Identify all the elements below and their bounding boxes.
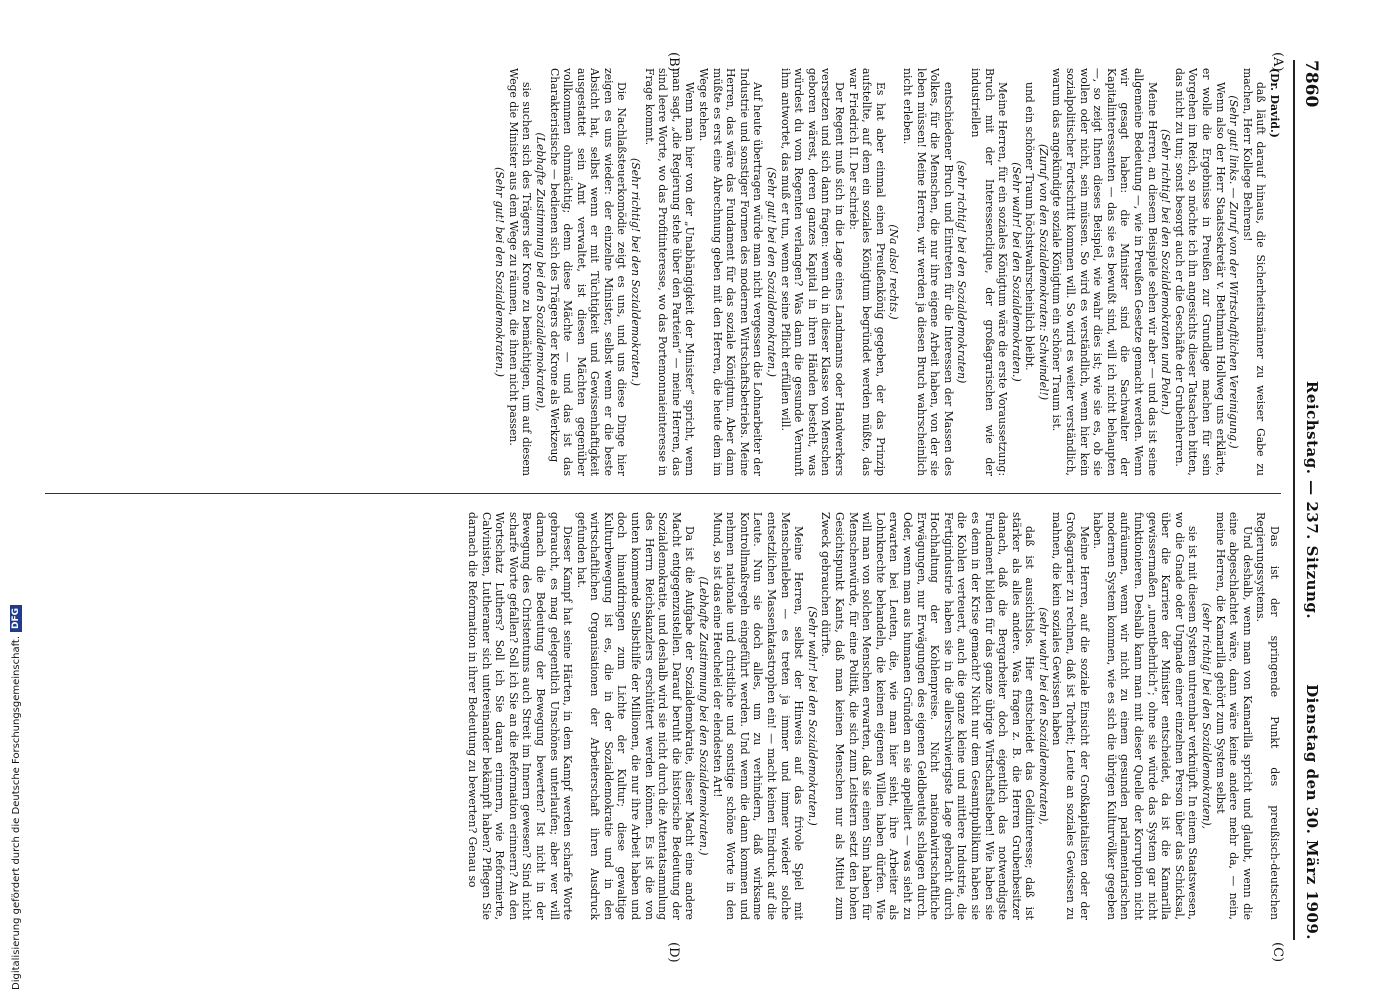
paragraph: Wenn man hier von der „Unabhängigkeit der Minister“ spricht, wenn man sagt, „die Regierung stehe über den Parteien“ — meine Herren, das sind leere Worte, wo das Profitinteresse, wo das Portemonnaieinteresse in Frage kommt. [642,68,697,476]
paragraph: Und deshalb, wenn man von Kamarilla spricht und glaubt, wenn die eine abgeschlachtet wäre, dann wäre keine andere mehr da, — nein, meine Herren, die Kamarilla gehört zum System selbst [1213,512,1254,920]
paragraph: Da ist die Aufgabe der Sozialdemokratie, dieser Macht eine andere Macht entgegenzustellen. Darauf beruht die historische Bedeutung der Sozialdemokratie, und deshalb wird sie nicht durch die Attentatsammlung des Herrn Reichskanzlers erschüttert werden können. Es ist die von unten kommende Selbsthilfe der Millionen, die nur ihre Arbeit haben und doch hinaufdringen zum Lichte der Kultur; diese gewaltige Kulturbewegung ist es, die in der Sozialdemokratie und in den wirtschaftlichen Organisationen der Arbeiterschaft ihren Ausdruck gefunden hat. [574,512,697,920]
interjection: (sehr richtig! bei den Sozialdemokraten) [955,160,969,384]
page-header [1293,60,1325,940]
digitization-text: Digitalisierung gefördert durch die Deutsche Forschungsgemeinschaft. [10,635,22,990]
paragraph: sie ist mit diesem System untrennbar verknüpft. In einem Staatswesen, wo die Gnade oder Ungnade einer einzelnen Person über das Schicksal, über die Karriere der Minister entscheidet, da ist die Kamarilla gewissermaßen „unentbehrlich“; ohne sie würde das System gar nicht funktionieren. Deshalb kann man mit dieser Quelle der Korruption nicht aufräumen, wenn wir nicht zu einem gesunden parlamentarischen modernen System kommen, wie es sich die übrigen Kulturvölker gegeben haben. [1091,512,1200,920]
margin-mark-d: (D) [666,942,681,963]
dfg-logo-icon: DFG [10,605,22,632]
interjection: (Sehr wahr! bei den Sozialdemokraten.) [1009,162,1023,382]
paragraph: Das ist der springende Punkt des preußisch-deutschen Regierungssystems. [1254,512,1281,920]
interjection: (sehr wahr! bei den Sozialdemokraten), [1036,607,1050,825]
paragraph: Meine Herren, auf die soziale Einsicht der Großkapitalisten oder der Großagrarier zu rechnen, daß ist Torheit; Leute an soziales Gewissen zu mahnen, die kein soziales Gewissen haben [1050,512,1091,920]
margin-mark-a: (A) [1270,52,1285,72]
digitization-note [10,605,22,990]
paragraph: und ein schöner Traum höchstwahrscheinlich bleibt. [1023,82,1037,371]
interjection: (Lebhafte Zustimmung bei den Sozialdemokraten.) [697,576,711,856]
margin-mark-b: (B) [666,52,681,72]
paragraph: Auf heute übertragen würde man nicht vergessen die Lohnarbeiter der Industrie und sonstiger Formen des modernen Wirtschaftsbetriebs. Meine Herren, das wäre das Fundament für das soziale Königtum. Aber dann müßte es erst eine Abrechnung geben mit den Herren, die heute dem im Wege stehen. [697,68,765,476]
session-date: Dienstag den 30. März 1909. [1303,684,1321,940]
column-divider [45,493,1281,494]
left-column [45,68,1281,476]
paragraph: Die Nachlaßsteuerkomödie zeigt es uns, und uns diese Dinge hier zeigen es uns wieder: der einzelne Minister, selbst wenn er die beste Absicht hat, selbst wenn er mit Tüchtigkeit und Gewissenhaftigkeit ausgestattet sein Amt verwaltet, ist diesen Mächten gegenüber vollkommen ohnmächtig; denn diese Mächte — und das ist das Charakteristische — bedienen sich des Trägers der Krone als Werkzeug [547,68,629,476]
interjection: (Sehr gut! links. — Zuruf von der Wirtschaftlichen Vereinigung.) [1227,95,1241,449]
paragraph: Der Regent muß sich in die Lage eines Landmanns oder Handwerkers versetzen und sich dann fragen: wenn du in dieser Klasse von Menschen geboren wärest, deren ganzes Kapital in ihren Händen besteht, was würdest du vom Regenten verlangen? Was dann die gesunde Vernunft ihm antwortet, das muß er tun, wenn er seine Pflicht erfüllen will. [778,68,846,476]
interjection: (Sehr gut! bei den Sozialdemokraten.) [493,167,507,377]
running-title: Reichstag. — 237. Sitzung. [1303,380,1321,620]
paragraph: Es hat aber einmal einen Preußenkönig gegeben, der das Prinzip aufstellte, auf dem ein soziales Königtum begründet werden müßte, das war Friedrich II. Der schrieb: [846,68,887,476]
paragraph: Meine Herren, an diesem Beispiele sehen wir aber — und das ist seine allgemeine Bedeutung —, wie in Preußen Gesetze gemacht werden. Wenn wir gesagt haben: die Minister sind die Sachwalter der Kapitalinteressenten — das sie es bewußt sind, will ich nicht behaupten —, so zeigt Ihnen dieses Beispiel, wie wahr dies ist; wie sie es, ob sie wollen oder nicht, sein müssen. So wird es verständlich, wenn hier kein sozialpolitischer Fortschritt kommen will. So wird es weiter verständlich, warum das angekündigte soziale Königtum ein schöner Traum ist. [1050,68,1159,476]
paragraph: entschiedener Bruch und Eintreten für die Interessen der Massen des Volkes, für die Menschen, die nur ihre eigene Arbeit haben, von der sie leben müssen! Meine Herren, wir werden ja diesen Bruch wahrscheinlich nicht erleben. [900,68,955,476]
interjection: (Lebhafte Zustimmung bei den Sozialdemokraten), [533,132,547,412]
interjection: (Sehr richtig! bei den Sozialdemokraten.) [629,158,643,386]
interjection: (Zuruf von den Sozialdemokraten: Schwindel!) [1036,143,1050,401]
interjection: (Sehr gut! bei den Sozialdemokraten.) [765,167,779,377]
paragraph: Dieser Kampf hat seine Härten, in dem Kampf werden scharfe Worte gebraucht, es mag gelegentlich Unschönes unterlaufen; aber wer will darnach die Bedeutung der Bewegung bewerten? Ist nicht in der Bewegung des Christentums auch Streit im Innern gewesen? Sind nicht scharfe Worte gefallen? Soll ich Sie an die Reformation erinnern? An den Wortschatz Luthers? Soll ich Sie daran erinnern, wie Reformierte, Calvinisten, Lutheraner sich untereinander bekämpft haben? Pflegen Sie darnach die Reformation in ihrer Bedeutung zu bewerten? Genau so [465,512,575,920]
paragraph: daß läuft darauf hinaus, die Sicherheitsmänner zu weiser Gabe zu machen, Herr Kollege Behrens! [1240,68,1268,476]
interjection: (sehr richtig! bei den Sozialdemokraten), [1200,602,1214,830]
page-number: 7860 [1301,60,1321,108]
interjection: (Sehr richtig! bei den Sozialdemokraten und Polen.) [1159,129,1173,415]
interjection: (Sehr wahr! bei den Sozialdemokraten.) [805,606,819,826]
document-page [25,0,1345,1000]
right-column [45,512,1281,920]
margin-mark-c: (C) [1270,942,1285,963]
speaker-label: (Dr. David.) [1268,68,1281,138]
paragraph: Meine Herren, für ein soziales Königtum wäre die erste Voraussetzung: Bruch mit der Interessenclique, der großagrarischen wie der industriellen [968,68,1010,476]
left-paragraphs [493,68,1268,476]
digitization-margin [0,0,20,1000]
paragraph: Meine Herren, selbst der Hinweis auf das frivole Spiel mit Menschenleben — es treten ja immer und immer wieder solche entsetzlichen Massenkatastrophen ein! — macht keinen Eindruck auf die Leute. Nun sie doch alles, um zu verhindern, daß wirksame Kontrollmaßregeln eingeführt werden. Und wenn die dann kommen und nehmen nationale und christliche und sonstige schöne Worte in den Mund, so ist das eine Heuchelei der elendesten Art! [710,512,806,920]
paragraph: sie suchen sich des Trägers der Krone zu bemächtigen, um auf diesem Wege die Minister aus dem Wege zu räumen, die ihnen nicht passen. [506,68,534,476]
paragraph: daß ist aussichtslos. Hier entscheidet das Geldinteresse; daß ist stärker als alles andere. Was fragen z. B. die Herren Grubenbesitzer danach, daß die Bergarbeiter doch eigentlich das notwendigste Fundament bilden für das ganze übrige Wirtschaftsleben! Wie haben sie es denn in der Krise gemacht? Nicht nur dem Gesamtpublikum haben sie die Kohlen verteuert, auch die ganze kleine und mittlere Industrie, die Fertigindustrie haben sie in die allerschwierigste Lage gebracht durch Hochhaltung der Kohlenpreise. Nicht nationalwirtschaftliche Erwägungen, nur Erwägungen des eigenen Geldbeutels schlagen durch. Oder, wenn man aus humanen Gründen an sie appelliert — was sieht zu erwarten bei Leuten, die, wie man hier sieht, ihre Arbeiter als Lohnknechte behandeln, die keinen eigenen Willen haben dürfen. Wie will man von solchen Menschen erwarten, daß sie einen Sinn haben für Menschenwürde, für eine Politik, die sich zum Leitstern setzt den hohen Gesichtspunkt Kants, daß man keinen Menschen nur als Mittel zum Zweck gebrauchen dürfte. [819,512,1037,920]
right-paragraphs [465,512,1281,920]
paragraph: Wenn also der Herr Staatssekretär v. Bethmann Hollweg uns erklärte, er wolle die Ergebnisse in Preußen zur Grundlage machen für sein Vorgehen im Reich, so möchte ich ihn angesichts dieser Tatsachen bitten, das nicht zu tun; sonst besorgt auch er die Geschäfte der Grubenherren. [1172,68,1227,476]
interjection: (Na also! rechts.) [887,224,901,320]
